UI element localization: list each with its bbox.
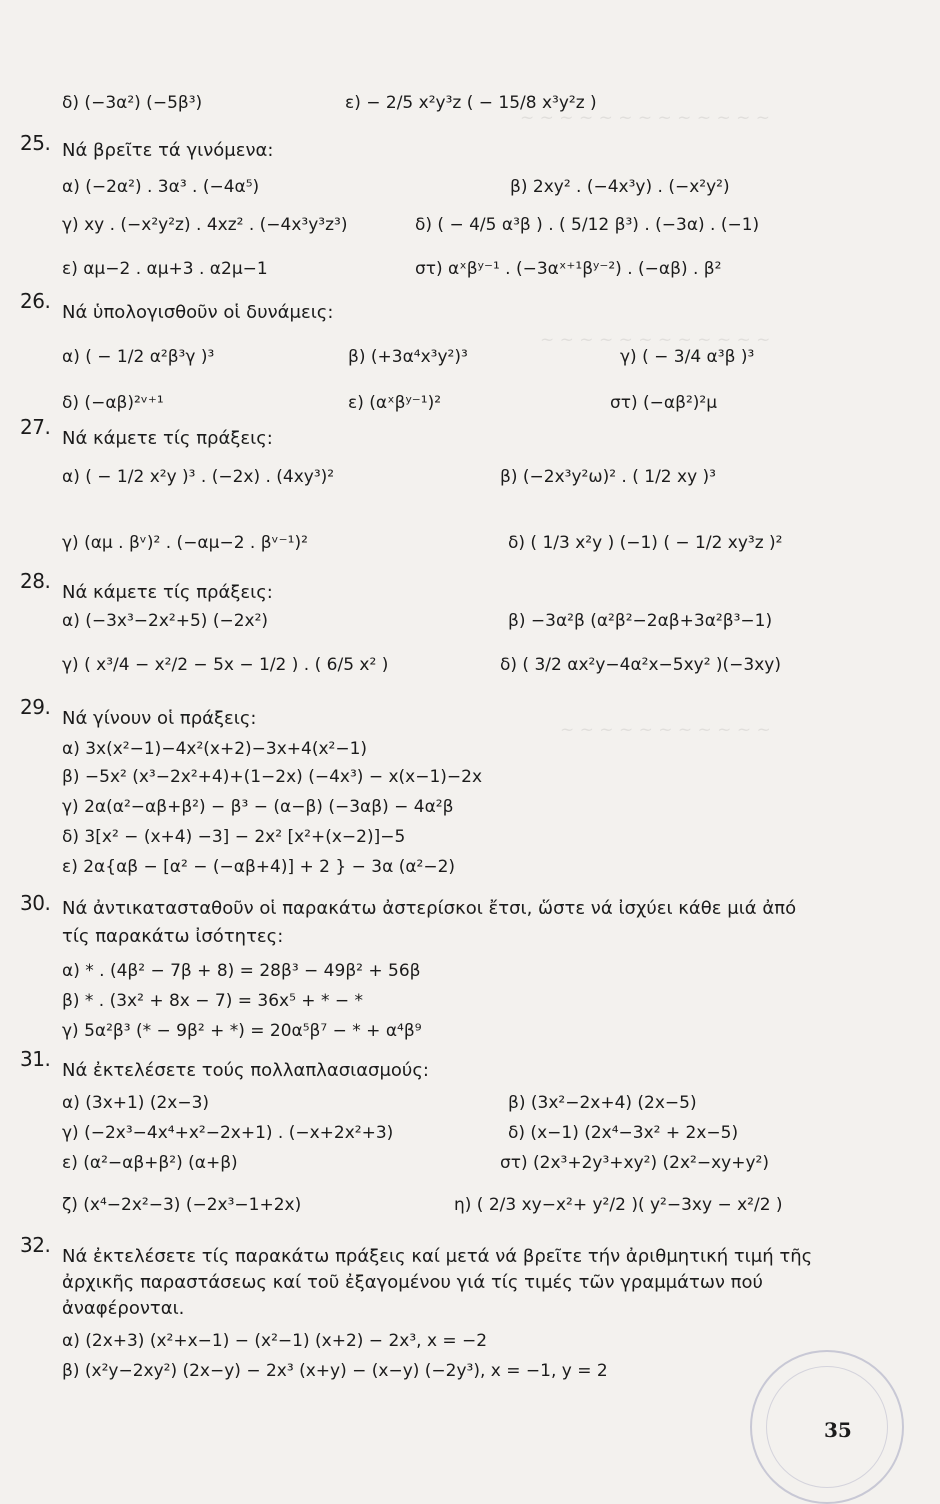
- exercise-item: α) ( − 1/2 x²y )³ . (−2x) . (4xy³)²: [62, 467, 335, 487]
- exercise-item: ε) (α²−αβ+β²) (α+β): [62, 1153, 238, 1173]
- exercise-item: α) (−2α²) . 3α³ . (−4α⁵): [62, 177, 260, 197]
- exercise-item: β) * . (3x² + 8x − 7) = 36x⁵ + * − *: [62, 991, 364, 1011]
- exercise-item: ζ) (x⁴−2x²−3) (−2x³−1+2x): [62, 1195, 302, 1215]
- exercise-item: γ) 2α(α²−αβ+β²) − β³ − (α−β) (−3αβ) − 4α²β: [62, 797, 454, 817]
- exercise-item: α) (2x+3) (x²+x−1) − (x²−1) (x+2) − 2x³, x = −2: [62, 1331, 488, 1351]
- exercise-title: Νά ἐκτελέσετε τούς πολλαπλασιασμούς:: [62, 1060, 429, 1081]
- exercise-item: η) ( 2/3 xy−x²+ y²/2 )( y²−3xy − x²/2 ): [454, 1195, 783, 1215]
- exercise-number: 29.: [20, 695, 51, 719]
- bleed-through-text: ~ ~ ~ ~ ~ ~ ~ ~ ~ ~ ~ ~: [540, 330, 771, 350]
- exercise-item: δ) (−αβ)²ᵛ⁺¹: [62, 393, 164, 413]
- exercise-item: δ) (x−1) (2x⁴−3x² + 2x−5): [508, 1123, 739, 1143]
- exercise-item: δ) ( 1/3 x²y ) (−1) ( − 1/2 xy³z )²: [508, 533, 783, 553]
- exercise-item: ε) 2α{αβ − [α² − (−αβ+4)] + 2 } − 3α (α²−2): [62, 857, 456, 877]
- exercise-item: α) (−3x³−2x²+5) (−2x²): [62, 611, 269, 631]
- bleed-through-text: ~ ~ ~ ~ ~ ~ ~ ~ ~ ~ ~: [560, 720, 771, 740]
- exercise-item: β) 2xy² . (−4x³y) . (−x²y²): [510, 177, 730, 197]
- exercise-item: γ) (−2x³−4x⁴+x²−2x+1) . (−x+2x²+3): [62, 1123, 394, 1143]
- exercise-number: 25.: [20, 131, 51, 155]
- exercise-title: Νά ἐκτελέσετε τίς παρακάτω πράξεις καί μετά νά βρεῖτε τήν ἀριθμητική τιμή τῆς: [62, 1246, 813, 1267]
- exercise-item: γ) 5α²β³ (* − 9β² + *) = 20α⁵β⁷ − * + α⁴β⁹: [62, 1021, 422, 1041]
- exercise-number: 31.: [20, 1047, 51, 1071]
- exercise-title: Νά ἀντικατασταθοῦν οἱ παρακάτω ἀστερίσκοι ἔτσι, ὥστε νά ἰσχύει κάθε μιά ἀπό: [62, 898, 797, 919]
- exercise-item: α) 3x(x²−1)−4x²(x+2)−3x+4(x²−1): [62, 739, 368, 759]
- exercise-item: γ) ( − 3/4 α³β )³: [620, 347, 755, 367]
- exercise-item: β) (x²y−2xy²) (2x−y) − 2x³ (x+y) − (x−y) (−2y³), x = −1, y = 2: [62, 1361, 608, 1381]
- exercise-title: Νά ὑπολογισθοῦν οἱ δυνάμεις:: [62, 302, 334, 323]
- exercise-title: Νά κάμετε τίς πράξεις:: [62, 582, 273, 603]
- exercise-item: β) (3x²−2x+4) (2x−5): [508, 1093, 697, 1113]
- bleed-through-text: ~ ~ ~ ~ ~ ~ ~ ~ ~ ~ ~ ~ ~: [520, 108, 771, 128]
- exercise-item: ε) (αˣβʸ⁻¹)²: [348, 393, 442, 413]
- exercise-item: δ) ( 3/2 αx²y−4α²x−5xy² )(−3xy): [500, 655, 781, 675]
- exercise-number: 30.: [20, 891, 51, 915]
- top-item-epsilon: ε) − 2/5 x²y³z ( − 15/8 x³y²z ): [345, 93, 597, 113]
- exercise-item: στ) (−αβ²)²μ: [610, 393, 718, 413]
- exercise-item: α) (3x+1) (2x−3): [62, 1093, 210, 1113]
- exercise-number: 28.: [20, 569, 51, 593]
- exercise-item: δ) 3[x² − (x+4) −3] − 2x² [x²+(x−2)]−5: [62, 827, 406, 847]
- page-number: 35: [824, 1418, 852, 1442]
- top-item-delta: δ) (−3α²) (−5β³): [62, 93, 203, 113]
- exercise-item: β) (+3α⁴x³y²)³: [348, 347, 468, 367]
- exercise-item: στ) (2x³+2y³+xy²) (2x²−xy+y²): [500, 1153, 769, 1173]
- exercise-number: 27.: [20, 415, 51, 439]
- exercise-title: ἀναφέρονται.: [62, 1298, 185, 1319]
- exercise-item: στ) αˣβʸ⁻¹ . (−3αˣ⁺¹βʸ⁻²) . (−αβ) . β²: [415, 259, 722, 279]
- exercise-number: 26.: [20, 289, 51, 313]
- exercise-title: ἀρχικῆς παραστάσεως καί τοῦ ἐξαγομένου γιά τίς τιμές τῶν γραμμάτων πού: [62, 1272, 763, 1293]
- exercise-title: Νά γίνουν οἱ πράξεις:: [62, 708, 257, 729]
- exercise-item: ε) αμ−2 . αμ+3 . α2μ−1: [62, 259, 268, 279]
- exercise-title: τίς παρακάτω ἰσότητες:: [62, 926, 284, 947]
- exercise-title: Νά βρεῖτε τά γινόμενα:: [62, 140, 274, 161]
- exercise-item: β) −3α²β (α²β²−2αβ+3α²β³−1): [508, 611, 773, 631]
- exercise-item: β) −5x² (x³−2x²+4)+(1−2x) (−4x³) − x(x−1)−2x: [62, 767, 483, 787]
- exercise-title: Νά κάμετε τίς πράξεις:: [62, 428, 273, 449]
- exercise-item: γ) xy . (−x²y²z) . 4xz² . (−4x³y³z³): [62, 215, 348, 235]
- exercise-item: α) ( − 1/2 α²β³γ )³: [62, 347, 215, 367]
- exercise-item: β) (−2x³y²ω)² . ( 1/2 xy )³: [500, 467, 716, 487]
- exercise-item: α) * . (4β² − 7β + 8) = 28β³ − 49β² + 56β: [62, 961, 421, 981]
- exercise-number: 32.: [20, 1233, 51, 1257]
- exercise-item: δ) ( − 4/5 α³β ) . ( 5/12 β³) . (−3α) . (−1): [415, 215, 760, 235]
- exercise-item: γ) ( x³/4 − x²/2 − 5x − 1/2 ) . ( 6/5 x² ): [62, 655, 389, 675]
- exercise-item: γ) (αμ . βᵛ)² . (−αμ−2 . βᵛ⁻¹)²: [62, 533, 308, 553]
